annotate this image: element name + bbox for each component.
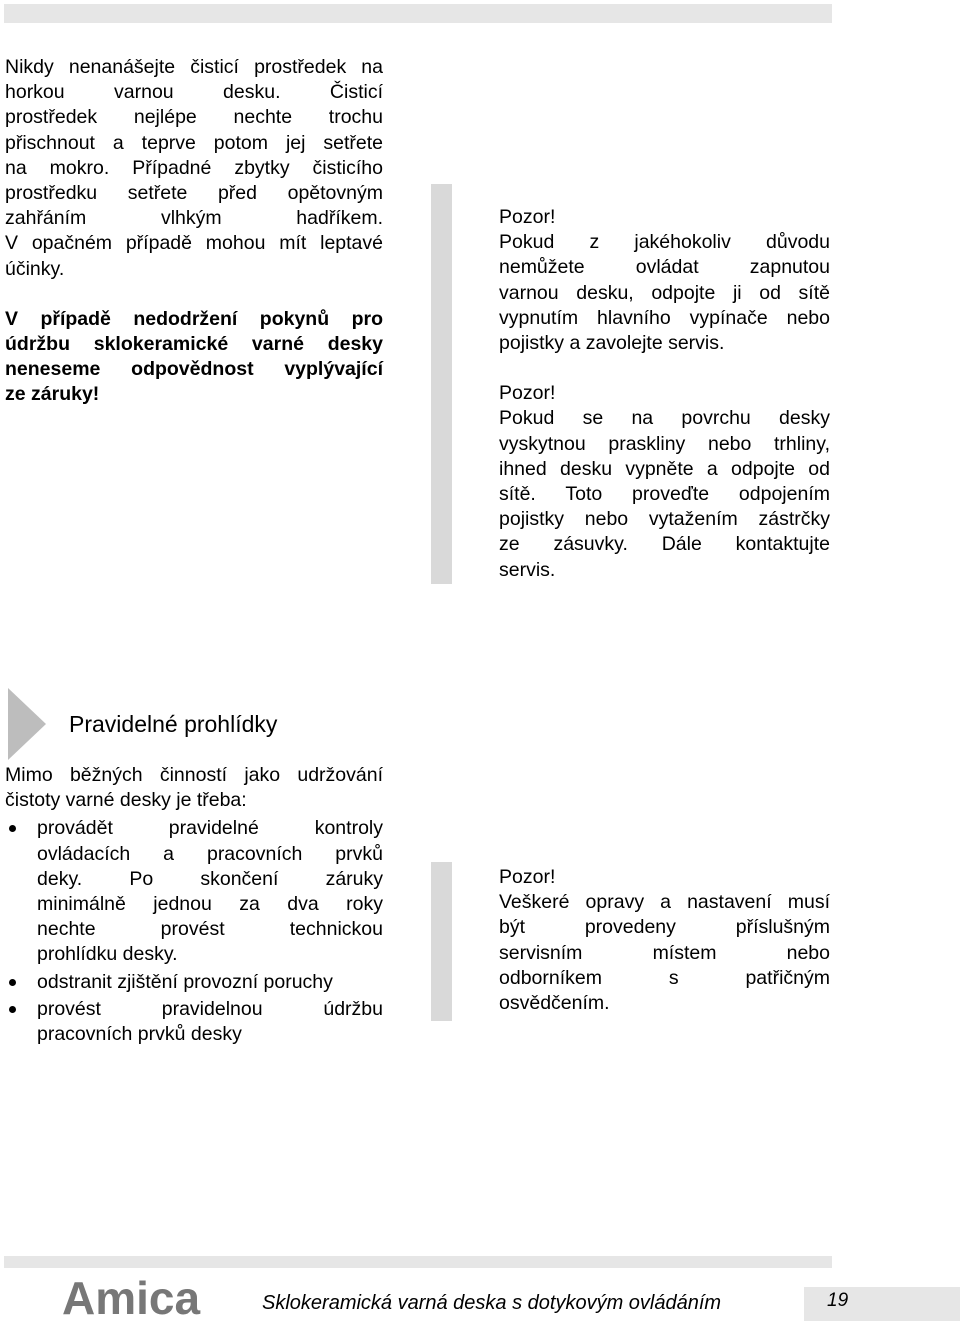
line: být provedeny příslušným	[499, 916, 830, 939]
right-top-column	[499, 205, 830, 583]
section-arrow-icon	[8, 688, 48, 760]
bottom-gray-band	[4, 1256, 832, 1268]
logo-text: Amica	[62, 1274, 201, 1320]
line: odstranit zjištění provozní poruchy	[37, 970, 333, 993]
line: prostředek nejlépe nechte trochu	[5, 106, 383, 129]
line: Veškeré opravy a nastavení musí	[499, 891, 830, 914]
warranty-warning	[5, 307, 383, 408]
line: Mimo běžných činností jako udržování	[5, 764, 383, 786]
line: Pokud z jakéhokoliv důvodu	[499, 231, 830, 254]
line: přischnout a teprve potom jej setřete	[5, 131, 383, 154]
line: neneseme odpovědnost vyplývající	[5, 358, 383, 381]
right-bottom-column	[499, 865, 830, 1016]
cleaning-paragraph	[5, 55, 383, 282]
line: na mokro. Případné zbytky čisticího	[5, 156, 383, 179]
line: údržbu sklokeramické varné desky	[5, 333, 383, 356]
section-intro	[5, 763, 383, 813]
line: V opačném případě mohou mít leptavé	[5, 232, 383, 255]
notice-cracks	[499, 381, 830, 583]
line: provádět pravidelné kontroly	[37, 817, 383, 840]
notice-title: Pozor!	[499, 206, 556, 228]
line: Nikdy nenanášejte čisticí prostředek na	[5, 56, 383, 78]
inspection-list	[5, 816, 383, 1047]
amica-logo-icon	[62, 1274, 212, 1320]
line: prohlídku desky.	[37, 943, 178, 966]
line: pojistky nebo vytažením zástrčky	[499, 508, 830, 531]
line: prostředku setřete před opětovným	[5, 182, 383, 205]
line: minimálně jednou za dva roky	[37, 893, 383, 916]
line: servis.	[499, 558, 556, 581]
line: varnou desku, odpojte ji od sítě	[499, 281, 830, 304]
top-gray-band	[4, 4, 832, 23]
line: vypnutím hlavního vypínače nebo	[499, 306, 830, 329]
line: vyskytnou praskliny nebo trhliny,	[499, 432, 830, 455]
line: ze záruky!	[5, 383, 100, 406]
line: osvědčením.	[499, 992, 610, 1015]
line: sítě. Toto proveďte odpojením	[499, 483, 830, 506]
left-top-column	[5, 55, 383, 408]
line: ovládacích a pracovních prvků	[37, 842, 383, 865]
notice-side-bar	[431, 184, 452, 584]
footer-title: Sklokeramická varná deska s dotykovým ovládáním	[262, 1292, 722, 1314]
line: Pokud se na povrchu desky	[499, 407, 830, 430]
list-item	[5, 816, 383, 967]
line: V případě nedodržení pokynů pro	[5, 307, 383, 330]
notice-repairs	[499, 865, 830, 1016]
line: nechte provést technickou	[37, 918, 383, 941]
line: horkou varnou desku. Čisticí	[5, 81, 383, 104]
line: servisním místem nebo	[499, 941, 830, 964]
notice-title: Pozor!	[499, 866, 556, 888]
line: účinky.	[5, 257, 65, 280]
list-item	[5, 997, 383, 1047]
notice-side-bar	[431, 862, 452, 1021]
line: pracovních prvků desky	[37, 1023, 242, 1046]
line: ze zásuvky. Dále kontaktujte	[499, 533, 830, 556]
page-number: 19	[827, 1290, 849, 1311]
line: ihned desku vypněte a odpojte od	[499, 457, 830, 480]
line: odborníkem s patřičným	[499, 966, 830, 989]
line: deky. Po skončení záruky	[37, 867, 383, 890]
line: provést pravidelnou údržbu	[37, 997, 383, 1020]
notice-title: Pozor!	[499, 382, 556, 405]
section-title: Pravidelné prohlídky	[69, 711, 278, 737]
line: čistoty varné desky je třeba:	[5, 789, 247, 812]
notice-switch-off	[499, 205, 830, 356]
left-bottom-column	[5, 763, 383, 1047]
list-item	[5, 970, 383, 995]
line: nemůžete ovládat zapnutou	[499, 256, 830, 279]
line: pojistky a zavolejte servis.	[499, 332, 725, 355]
line: zahřáním vlhkým hadříkem.	[5, 207, 383, 230]
